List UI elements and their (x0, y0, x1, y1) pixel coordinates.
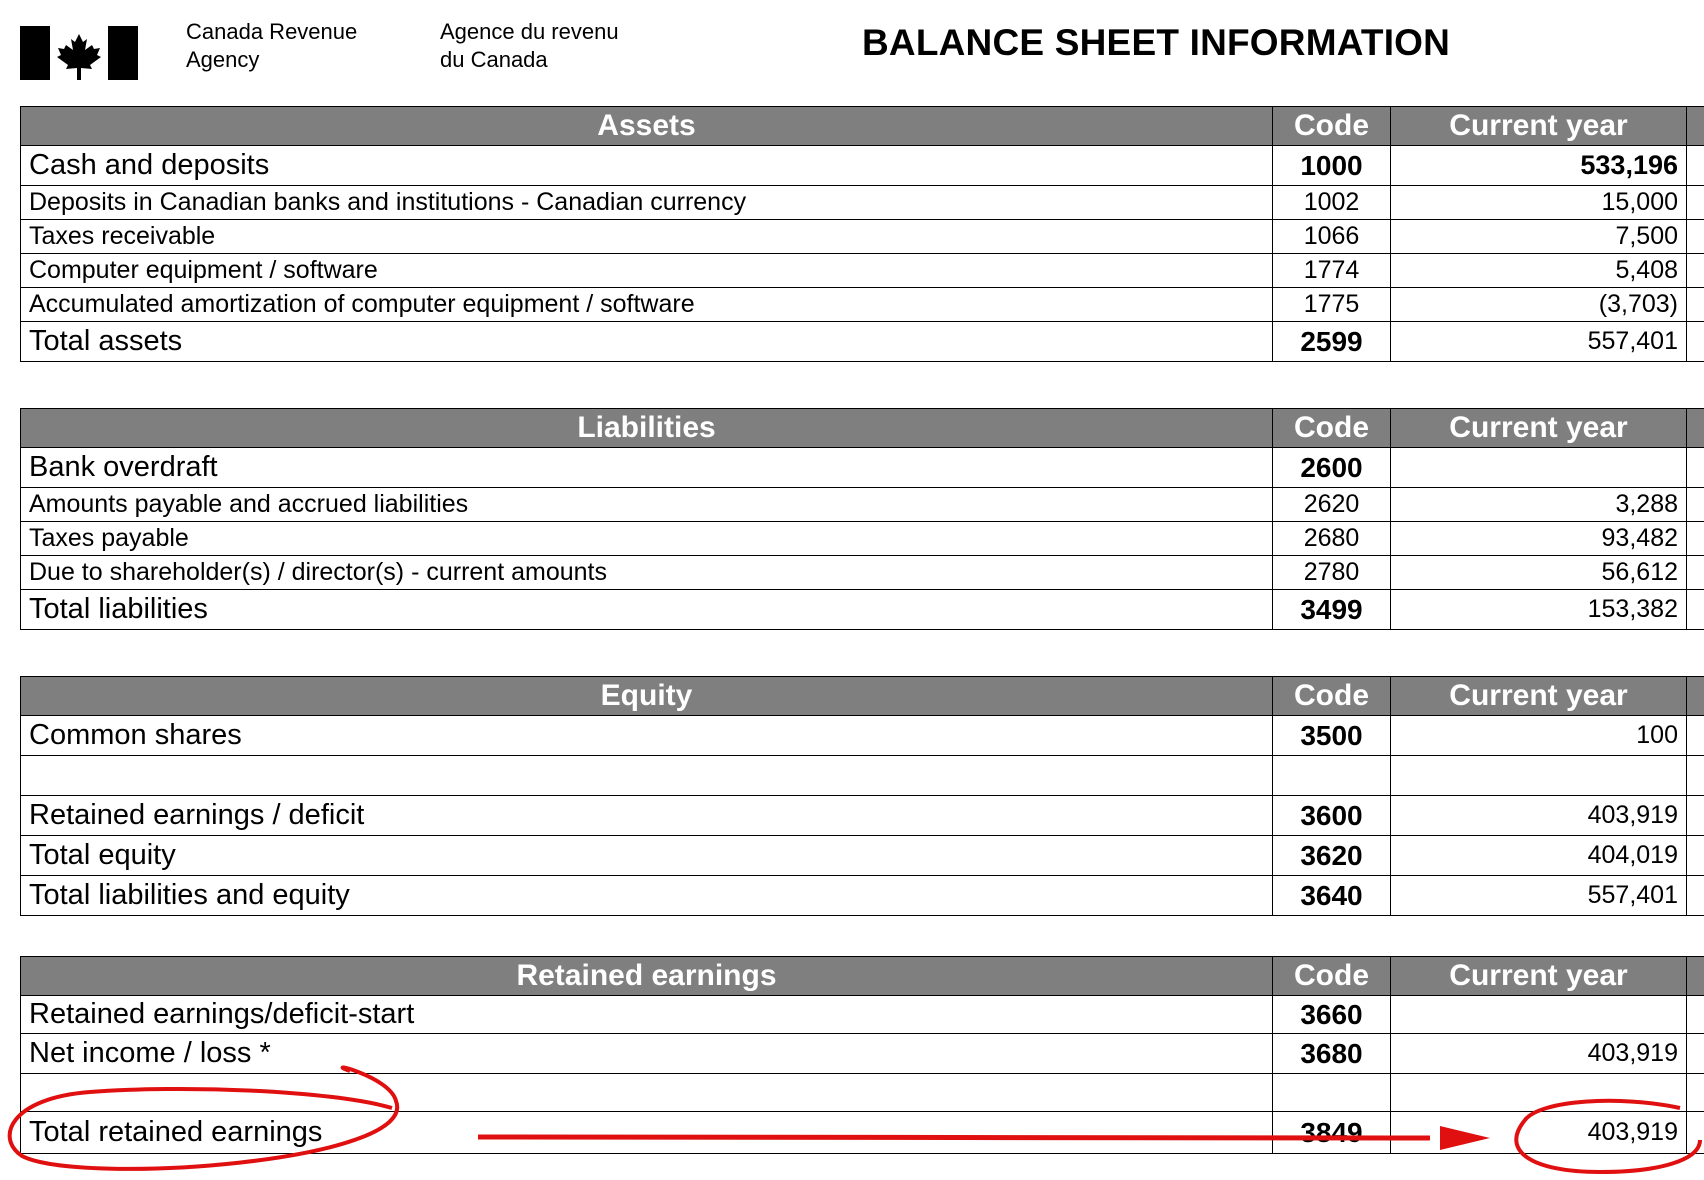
extra-cell (1687, 716, 1704, 756)
agency-name-french (440, 18, 619, 74)
row-label: Cash and deposits (21, 146, 1273, 186)
extra-heading-cell (1687, 957, 1704, 996)
current-year-heading: Current year (1391, 107, 1687, 146)
row-label: Net income / loss * (21, 1034, 1273, 1074)
row-amount: (3,703) (1391, 288, 1687, 322)
extra-cell (1687, 1074, 1704, 1112)
row-code: 3600 (1273, 796, 1391, 836)
row-code: 1775 (1273, 288, 1391, 322)
row-code: 1000 (1273, 146, 1391, 186)
row-amount: 15,000 (1391, 186, 1687, 220)
row-amount (1391, 1074, 1687, 1112)
row-code: 2680 (1273, 522, 1391, 556)
row-code: 2599 (1273, 322, 1391, 362)
row-amount: 533,196 (1391, 146, 1687, 186)
row-code: 2600 (1273, 448, 1391, 488)
table-row-total (21, 1112, 1704, 1154)
row-code: 1774 (1273, 254, 1391, 288)
extra-cell (1687, 448, 1704, 488)
row-label: Retained earnings/deficit-start (21, 996, 1273, 1034)
row-label: Accumulated amortization of computer equipment / software (21, 288, 1273, 322)
liabilities-table (20, 408, 1704, 630)
table-row (21, 1034, 1704, 1074)
table-row (21, 146, 1704, 186)
row-label: Deposits in Canadian banks and institutions - Canadian currency (21, 186, 1273, 220)
retained-earnings-heading: Retained earnings (21, 957, 1273, 996)
row-code: 3620 (1273, 836, 1391, 876)
row-label: Bank overdraft (21, 448, 1273, 488)
row-amount: 56,612 (1391, 556, 1687, 590)
row-label: Total liabilities (21, 590, 1273, 630)
extra-cell (1687, 590, 1704, 630)
row-amount: 3,288 (1391, 488, 1687, 522)
agency-en-line1: Canada Revenue (186, 19, 358, 44)
assets-heading: Assets (21, 107, 1273, 146)
code-heading: Code (1273, 957, 1391, 996)
row-code: 1002 (1273, 186, 1391, 220)
assets-table (20, 106, 1704, 362)
row-label (21, 756, 1273, 796)
row-label: Total liabilities and equity (21, 876, 1273, 916)
extra-cell (1687, 796, 1704, 836)
table-row (21, 186, 1704, 220)
equity-header-row (21, 677, 1704, 716)
form-header (0, 0, 1704, 100)
extra-cell (1687, 1112, 1704, 1154)
row-label (21, 1074, 1273, 1112)
extra-cell (1687, 1034, 1704, 1074)
extra-cell (1687, 254, 1704, 288)
extra-cell (1687, 836, 1704, 876)
row-label: Total equity (21, 836, 1273, 876)
extra-cell (1687, 288, 1704, 322)
table-row (21, 288, 1704, 322)
table-row (21, 448, 1704, 488)
row-amount: 100 (1391, 716, 1687, 756)
row-code: 3660 (1273, 996, 1391, 1034)
row-amount: 404,019 (1391, 836, 1687, 876)
agency-en-line2: Agency (186, 47, 260, 72)
extra-cell (1687, 996, 1704, 1034)
row-amount: 7,500 (1391, 220, 1687, 254)
row-code: 3680 (1273, 1034, 1391, 1074)
extra-heading-cell (1687, 677, 1704, 716)
row-code: 3500 (1273, 716, 1391, 756)
extra-heading-cell (1687, 107, 1704, 146)
table-row-total (21, 836, 1704, 876)
row-code: 1066 (1273, 220, 1391, 254)
table-row (21, 996, 1704, 1034)
liabilities-header-row (21, 409, 1704, 448)
row-label: Computer equipment / software (21, 254, 1273, 288)
table-row (21, 556, 1704, 590)
row-amount: 557,401 (1391, 322, 1687, 362)
row-amount: 93,482 (1391, 522, 1687, 556)
extra-cell (1687, 220, 1704, 254)
extra-cell (1687, 146, 1704, 186)
assets-header-row (21, 107, 1704, 146)
row-amount (1391, 448, 1687, 488)
code-heading: Code (1273, 409, 1391, 448)
equity-heading: Equity (21, 677, 1273, 716)
current-year-heading: Current year (1391, 409, 1687, 448)
liabilities-heading: Liabilities (21, 409, 1273, 448)
table-row-total (21, 322, 1704, 362)
row-code: 3640 (1273, 876, 1391, 916)
extra-heading-cell (1687, 409, 1704, 448)
row-amount (1391, 996, 1687, 1034)
table-row-total (21, 876, 1704, 916)
table-row-blank (21, 1074, 1704, 1112)
row-amount: 403,919 (1391, 1112, 1687, 1154)
row-label: Common shares (21, 716, 1273, 756)
table-row (21, 522, 1704, 556)
extra-cell (1687, 756, 1704, 796)
table-row-total (21, 590, 1704, 630)
current-year-heading: Current year (1391, 677, 1687, 716)
table-row (21, 716, 1704, 756)
code-heading: Code (1273, 107, 1391, 146)
agency-fr-line2: du Canada (440, 47, 548, 72)
page-title: BALANCE SHEET INFORMATION (862, 22, 1451, 63)
agency-name-english (186, 18, 357, 74)
row-amount: 5,408 (1391, 254, 1687, 288)
row-label: Total retained earnings (21, 1112, 1273, 1154)
extra-cell (1687, 876, 1704, 916)
row-label: Amounts payable and accrued liabilities (21, 488, 1273, 522)
extra-cell (1687, 488, 1704, 522)
row-amount: 153,382 (1391, 590, 1687, 630)
table-row (21, 220, 1704, 254)
row-amount: 403,919 (1391, 796, 1687, 836)
extra-cell (1687, 322, 1704, 362)
row-code (1273, 1074, 1391, 1112)
code-heading: Code (1273, 677, 1391, 716)
extra-cell (1687, 186, 1704, 220)
row-code: 2780 (1273, 556, 1391, 590)
current-year-heading: Current year (1391, 957, 1687, 996)
equity-table (20, 676, 1704, 916)
row-label: Taxes payable (21, 522, 1273, 556)
row-code (1273, 756, 1391, 796)
table-row (21, 796, 1704, 836)
row-amount: 557,401 (1391, 876, 1687, 916)
extra-cell (1687, 522, 1704, 556)
row-label: Taxes receivable (21, 220, 1273, 254)
retained-earnings-table (20, 956, 1704, 1154)
row-code: 3499 (1273, 590, 1391, 630)
row-label: Total assets (21, 322, 1273, 362)
agency-fr-line1: Agence du revenu (440, 19, 619, 44)
table-row-blank (21, 756, 1704, 796)
row-code: 3849 (1273, 1112, 1391, 1154)
canada-flag-icon (20, 26, 138, 80)
row-amount: 403,919 (1391, 1034, 1687, 1074)
extra-cell (1687, 556, 1704, 590)
row-amount (1391, 756, 1687, 796)
table-row (21, 488, 1704, 522)
row-label: Retained earnings / deficit (21, 796, 1273, 836)
table-row (21, 254, 1704, 288)
retained-header-row (21, 957, 1704, 996)
row-label: Due to shareholder(s) / director(s) - current amounts (21, 556, 1273, 590)
row-code: 2620 (1273, 488, 1391, 522)
